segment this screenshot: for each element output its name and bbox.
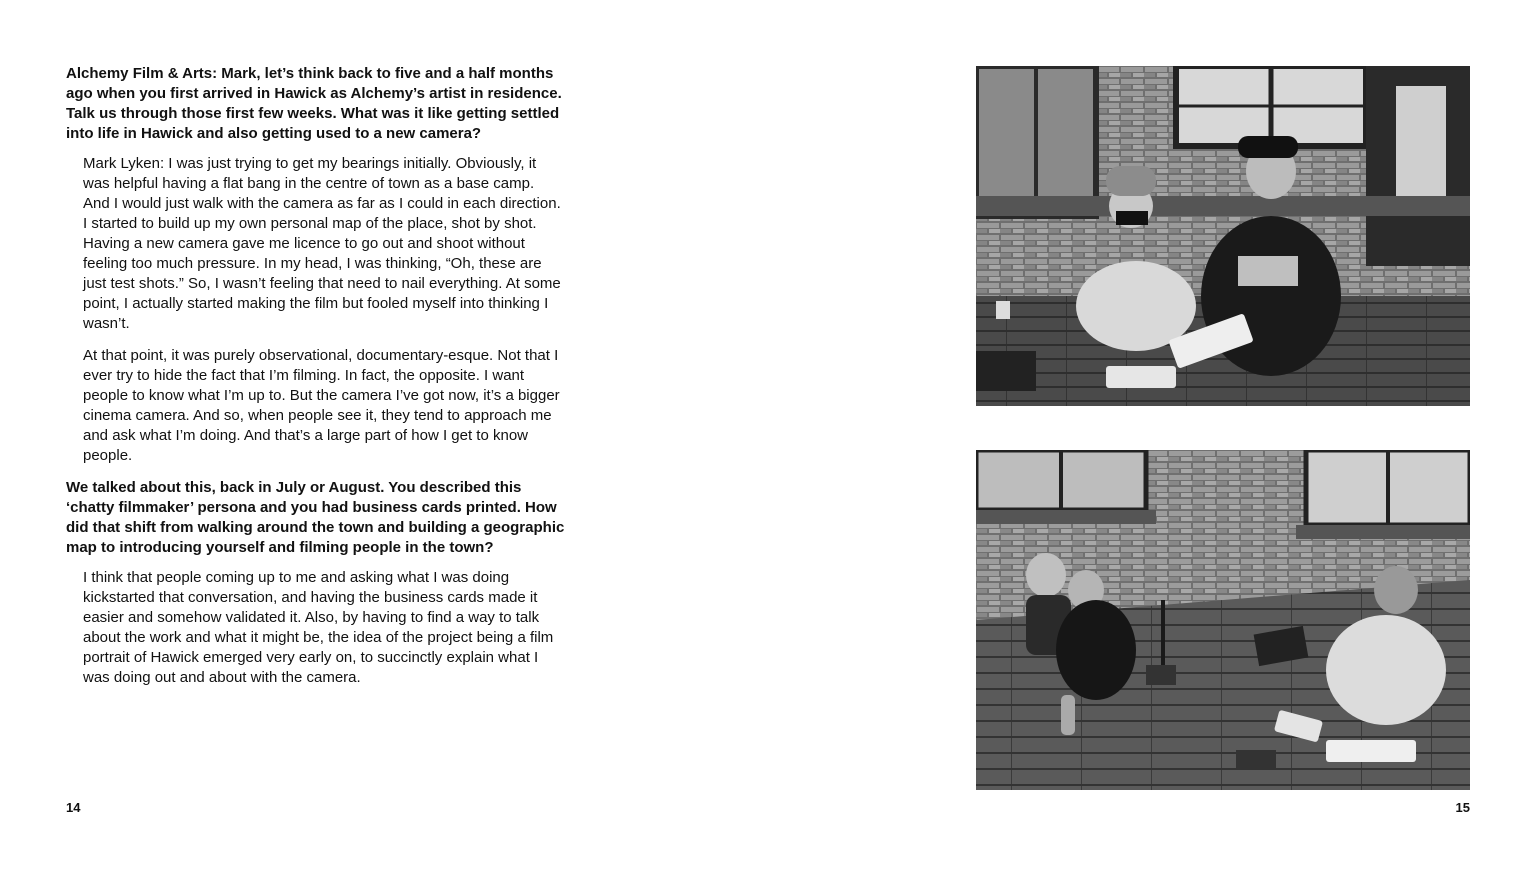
photo-musicians-room [976, 450, 1470, 790]
photo-musicians-room-image [976, 450, 1470, 790]
interview-question-1: Alchemy Film & Arts: Mark, let’s think back to five and a half months ago when you first arrived in Hawick as Alchemy’s artist in residence. Talk us through those first few weeks. What was it like getting settled into life in Hawick and also getting used to a new camera? [66, 65, 562, 142]
left-page-text [66, 64, 566, 700]
page-number-left: 14 [66, 800, 81, 815]
photo-musicians-crouching [976, 66, 1470, 406]
photo-musicians-crouching-image [976, 66, 1470, 406]
page-number-right: 15 [1455, 800, 1470, 815]
interview-answer-3: I think that people coming up to me and asking what I was doing kickstarted that conversation, and having the business cards made it easier and somehow validated it. Also, by having to find a way to talk about the work and what it might be, the idea of the project being a film portrait of Hawick emerged very early on, to succinctly explain what I was doing out and about with the camera. [83, 569, 554, 686]
interview-answer-1: Mark Lyken: I was just trying to get my bearings initially. Obviously, it was helpful having a flat bang in the centre of town as a base camp. And I would just walk with the camera as far as I could in each direction. I started to build up my own personal map of the place, shot by shot. Having a new camera gave me licence to go out and shoot without feeling too much pressure. In my head, I was thinking, “Oh, these are just test shots.” So, I wasn’t feeling that need to nail everything. At some point, I actually started making the film but fooled myself into thinking I wasn’t. [83, 155, 561, 332]
interview-answer-2: At that point, it was purely observational, documentary-esque. Not that I ever try to hide the fact that I’m filming. In fact, the opposite. I want people to know what I’m up to. But the camera I’ve got now, it’s a bigger cinema camera. And so, when people see it, they tend to approach me and ask what I’m doing. And that’s a large part of how I get to know people. [83, 347, 560, 464]
interview-question-2: We talked about this, back in July or August. You described this ‘chatty filmmaker’ persona and you had business cards printed. How did that shift from walking around the town and building a geographic map to introducing yourself and filming people in the town? [66, 479, 565, 556]
